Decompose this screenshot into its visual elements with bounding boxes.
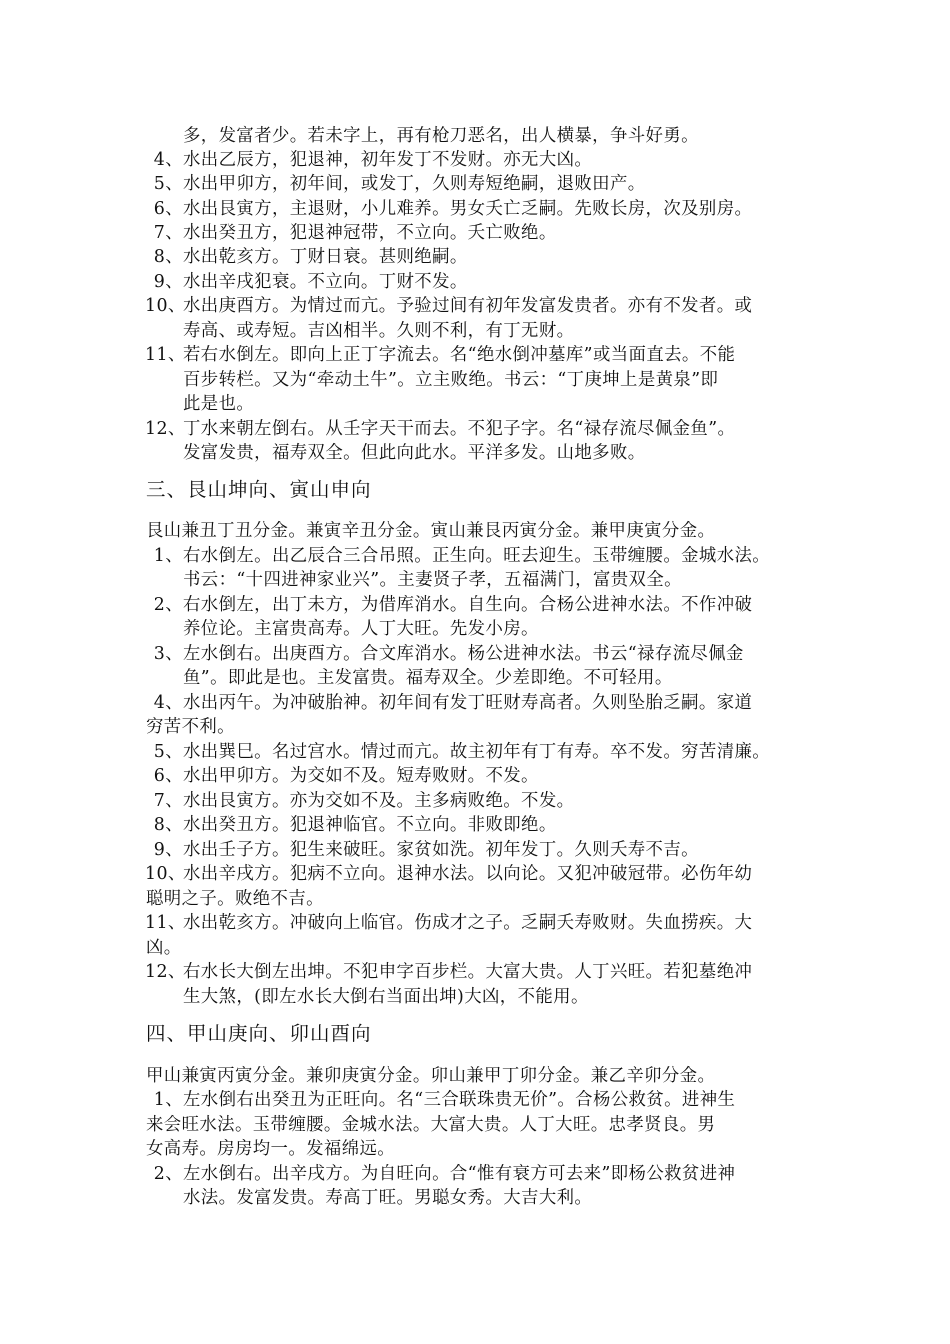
- item-text: 水出艮寅方。亦为交如不及。主多病败绝。不发。: [183, 791, 575, 811]
- item-number: 5、: [153, 174, 183, 194]
- item-number: 9、: [153, 840, 183, 860]
- list-item: [145, 813, 557, 837]
- section-intro: 甲山兼寅丙寅分金。兼卯庚寅分金。卯山兼甲丁卯分金。兼乙辛卯分金。: [146, 1066, 716, 1086]
- item-text: 水出壬子方。犯生来破旺。家贫如洗。初年发丁。久则夭寿不吉。: [183, 840, 699, 860]
- item-number: 10、: [145, 864, 186, 884]
- wrap-line: 穷苦不利。: [146, 717, 235, 737]
- section-heading: 三、艮山坤向、寅山申向: [146, 478, 372, 501]
- item-number: 9、: [153, 272, 183, 292]
- continuation-line: 鱼”。即此是也。主发富贵。福寿双全。少差即绝。不可轻用。: [183, 668, 673, 688]
- list-item: [145, 172, 646, 196]
- wrap-line: 来会旺水法。玉带缠腰。金城水法。大富大贵。人丁大旺。忠孝贤良。男: [146, 1115, 716, 1135]
- item-text: 水出甲卯方，初年间，或发丁，久则寿短绝嗣，退败田产。: [183, 174, 646, 194]
- item-number: 11、: [145, 913, 186, 933]
- item-text: 丁水来朝左倒右。从壬字天干而去。不犯子字。名“禄存流尽佩金鱼”。: [183, 419, 736, 439]
- item-text: 水出乾亥方。丁财日衰。甚则绝嗣。: [183, 247, 468, 267]
- item-text: 水出丙午。为冲破胎神。初年间有发丁旺财寿高者。久则坠胎乏嗣。家道: [183, 693, 753, 713]
- item-number: 5、: [153, 742, 183, 762]
- item-text: 左水倒右出癸丑为正旺向。名“三合联珠贵无价”。合杨公救贫。进神生: [183, 1090, 736, 1110]
- item-text: 水出辛戌方。犯病不立向。退神水法。以向论。又犯冲破冠带。必伤年幼: [183, 864, 753, 884]
- section-heading: 四、甲山庚向、卯山酉向: [146, 1022, 372, 1045]
- item-number: 6、: [153, 199, 183, 219]
- item-text: 若右水倒左。即向上正丁字流去。名“绝水倒冲墓库”或当面直去。不能: [183, 345, 736, 365]
- list-item: [145, 148, 592, 172]
- item-text: 水出乙辰方，犯退神，初年发丁不发财。亦无大凶。: [183, 150, 593, 170]
- list-item: [145, 417, 735, 441]
- item-text: 右水倒左，出丁未方，为借库消水。自生向。合杨公进神水法。不作冲破: [183, 595, 753, 615]
- item-number: 8、: [153, 815, 183, 835]
- item-number: 2、: [153, 595, 183, 615]
- list-item: [145, 691, 752, 715]
- list-item: [145, 764, 539, 788]
- list-item: [145, 245, 468, 269]
- item-number: 4、: [153, 693, 183, 713]
- item-number: 12、: [145, 419, 186, 439]
- section-intro: 艮山兼丑丁丑分金。兼寅辛丑分金。寅山兼艮丙寅分金。兼甲庚寅分金。: [146, 521, 716, 541]
- list-item: [145, 270, 468, 294]
- item-text: 水出甲卯方。为交如不及。短寿败财。不发。: [183, 766, 539, 786]
- item-number: 6、: [153, 766, 183, 786]
- item-text: 水出艮寅方，主退财，小儿难养。男女夭亡乏嗣。先败长房，次及别房。: [183, 199, 753, 219]
- item-text: 左水倒右。出辛戌方。为自旺向。合“惟有衰方可去来”即杨公救贫进神: [183, 1164, 736, 1184]
- list-item: [145, 740, 770, 764]
- item-number: 7、: [153, 223, 183, 243]
- list-item: [145, 862, 752, 886]
- item-text: 左水倒右。出庚酉方。合文库消水。杨公进神水法。书云“禄存流尽佩金: [183, 644, 744, 664]
- item-text: 右水长大倒左出坤。不犯申字百步栏。大富大贵。人丁兴旺。若犯墓绝冲: [183, 962, 753, 982]
- item-number: 1、: [153, 546, 183, 566]
- list-item: [145, 789, 574, 813]
- continuation-line: 百步转栏。又为“牵动土牛”。立主败绝。书云：“丁庚坤上是黄泉”即: [183, 370, 719, 390]
- item-number: 1、: [153, 1090, 183, 1110]
- item-number: 12、: [145, 962, 186, 982]
- continuation-line: 水法。发富发贵。寿高丁旺。男聪女秀。大吉大利。: [183, 1188, 593, 1208]
- item-text: 水出庚酉方。为情过而亢。予验过间有初年发富发贵者。亦有不发者。或: [183, 296, 753, 316]
- continuation-line: 养位论。主富贵高寿。人丁大旺。先发小房。: [183, 619, 539, 639]
- item-text: 右水倒左。出乙辰合三合吊照。正生向。旺去迎生。玉带缠腰。金城水法。: [183, 546, 771, 566]
- continuation-line: 此是也。: [183, 394, 255, 414]
- list-item: [145, 642, 744, 666]
- list-item: [145, 197, 752, 221]
- item-number: 11、: [145, 345, 186, 365]
- continuation-line: 多，发富者少。若未字上，再有枪刀恶名，出人横暴，争斗好勇。: [183, 126, 699, 146]
- item-number: 2、: [153, 1164, 183, 1184]
- continuation-line: 发富发贵，福寿双全。但此向此水。平洋多发。山地多败。: [183, 443, 646, 463]
- continuation-line: 书云：“十四进神家业兴”。主妻贤子孝，五福满门，富贵双全。: [183, 570, 682, 590]
- item-text: 水出辛戌犯衰。不立向。丁财不发。: [183, 272, 468, 292]
- item-number: 4、: [153, 150, 183, 170]
- item-number: 8、: [153, 247, 183, 267]
- continuation-line: 生大煞，(即左水长大倒右当面出坤)大凶，不能用。: [183, 987, 589, 1007]
- list-item: [145, 960, 752, 984]
- wrap-line: 凶。: [146, 938, 182, 958]
- wrap-line: 聪明之子。败绝不吉。: [146, 889, 324, 909]
- list-item: [145, 911, 752, 935]
- list-item: [145, 544, 770, 568]
- list-item: [145, 1162, 735, 1186]
- item-text: 水出巽巳。名过宫水。情过而亢。故主初年有丁有寿。卒不发。穷苦清廉。: [183, 742, 771, 762]
- item-text: 水出乾亥方。冲破向上临官。伤成才之子。乏嗣夭寿败财。失血捞疾。大: [183, 913, 753, 933]
- list-item: [145, 343, 735, 367]
- list-item: [145, 1088, 735, 1112]
- list-item: [145, 838, 699, 862]
- continuation-line: 寿高、或寿短。吉凶相半。久则不利，有丁无财。: [183, 321, 575, 341]
- item-text: 水出癸丑方。犯退神临官。不立向。非败即绝。: [183, 815, 557, 835]
- list-item: [145, 593, 752, 617]
- item-number: 7、: [153, 791, 183, 811]
- item-text: 水出癸丑方，犯退神冠带，不立向。夭亡败绝。: [183, 223, 557, 243]
- item-number: 3、: [153, 644, 183, 664]
- list-item: [145, 221, 557, 245]
- list-item: [145, 294, 752, 318]
- item-number: 10、: [145, 296, 186, 316]
- wrap-line: 女高寿。房房均一。发福绵远。: [146, 1139, 396, 1159]
